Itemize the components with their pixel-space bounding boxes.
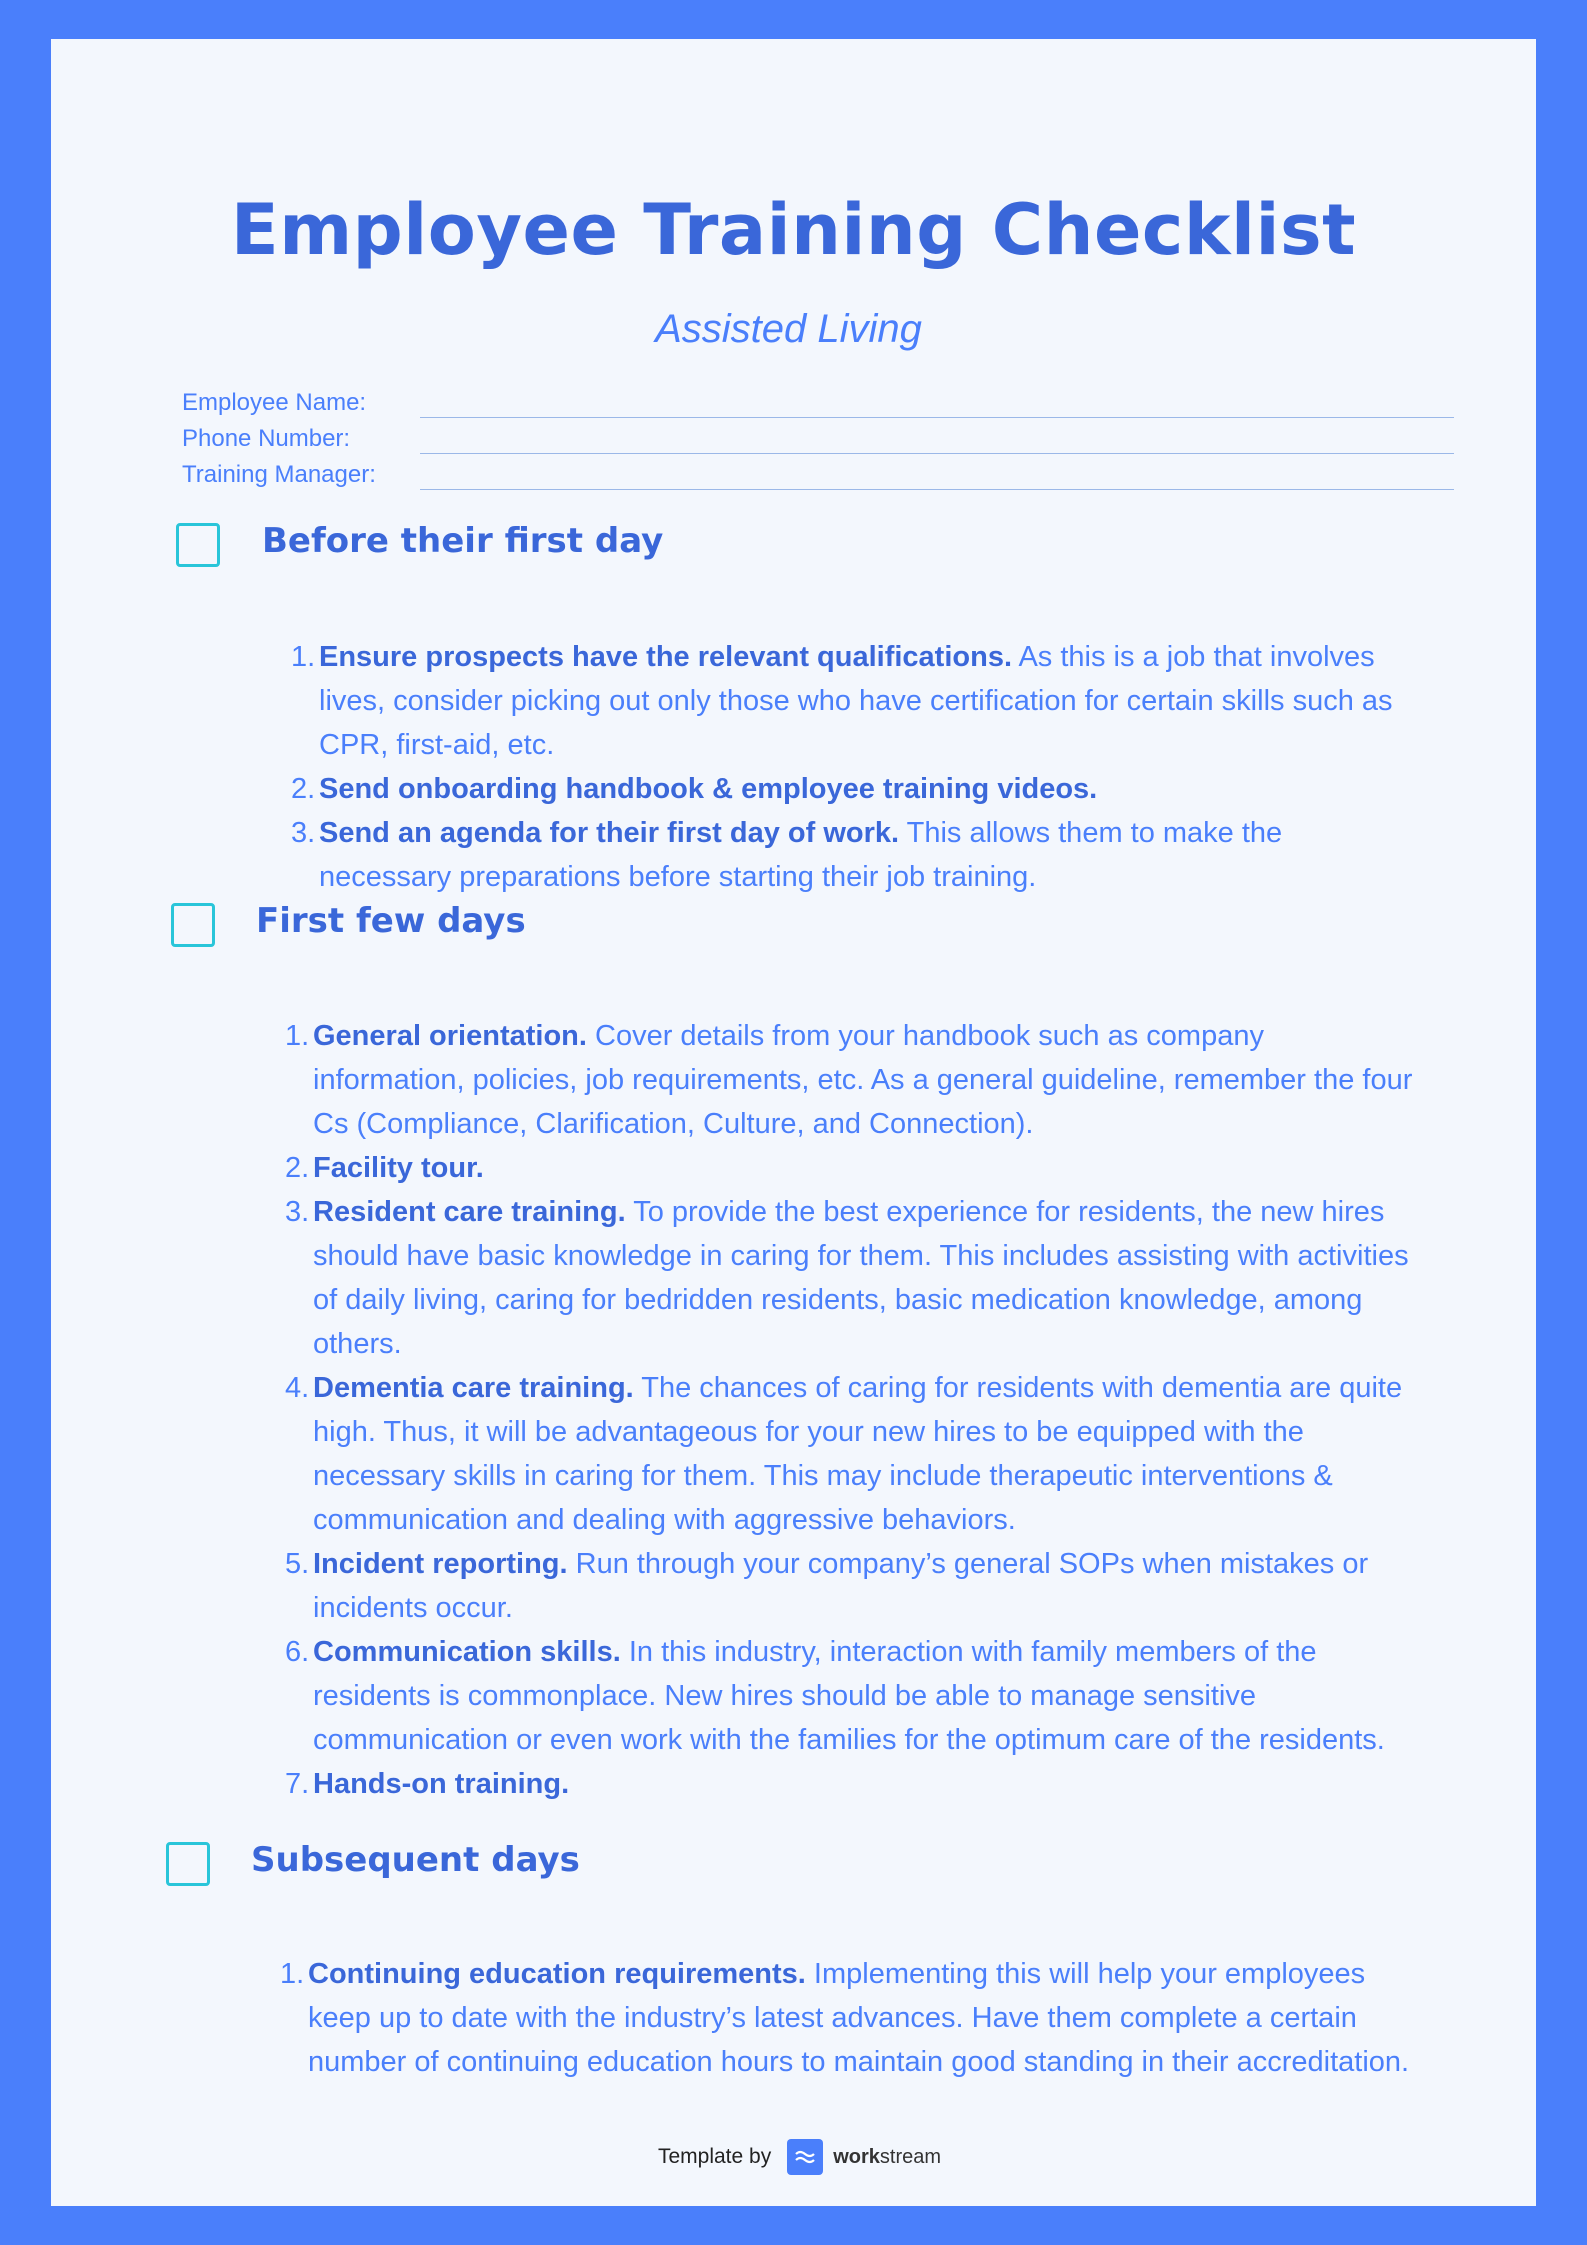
training-manager-field[interactable] (182, 461, 1454, 497)
task-list (291, 635, 1421, 899)
phone-number-field[interactable] (182, 425, 1454, 461)
task-list (285, 1014, 1415, 1806)
section-checkbox[interactable] (171, 903, 215, 947)
list-item: 4. Dementia care training. The chances of caring for residents with dementia are quite high. Thus, it will be advantageous for your new hires to be equipped with the necessary skills in caring for them. This may include therapeutic interventions & communication and dealing with aggressive behaviors. (285, 1372, 1403, 1536)
list-item: 1. Continuing education requirements. Implementing this will help your employees keep up to date with the industry’s latest advances. Have them complete a certain number of continuing education hours to maintain good standing in their accreditation. (280, 1958, 1410, 2078)
field-label: Employee Name: (182, 389, 367, 416)
list-item: 2. Send onboarding handbook & employee training videos. (291, 773, 1098, 805)
info-fields (182, 389, 1454, 497)
page-title: Employee Training Checklist (230, 189, 1357, 271)
footer (57, 2139, 1542, 2175)
list-item: 1. Ensure prospects have the relevant qualifications. As this is a job that involves lives, consider picking out only those who have certification for certain skills such as CPR, first-aid, etc. (291, 641, 1393, 761)
section-heading: Subsequent days (251, 1840, 580, 1880)
task-list (280, 1952, 1410, 2084)
section-checkbox[interactable] (176, 523, 220, 567)
section-heading: Before their first day (262, 521, 664, 561)
section-checkbox[interactable] (166, 1842, 210, 1886)
list-item: 1. General orientation. Cover details from your handbook such as company information, policies, job requirements, etc. As a general guideline, remember the four Cs (Compliance, Clarification, Culture, and Connection). (285, 1020, 1413, 1140)
employee-name-field[interactable] (182, 389, 1454, 425)
list-item: 3. Send an agenda for their first day of work. This allows them to make the necessary preparations before starting their job training. (291, 817, 1283, 893)
field-label: Phone Number: (182, 425, 351, 452)
workstream-logo-icon (787, 2139, 823, 2175)
field-input-line[interactable] (420, 453, 1454, 454)
field-label: Training Manager: (182, 461, 376, 488)
document-page (51, 39, 1536, 2206)
footer-template-by: Template by (657, 2145, 772, 2168)
list-item: 6. Communication skills. In this industry, interaction with family members of the residents is commonplace. New hires should be able to manage sensitive communication or even work with the families for the optimum care of the residents. (285, 1636, 1385, 1756)
list-item: 2. Facility tour. (285, 1152, 484, 1184)
field-input-line[interactable] (420, 489, 1454, 490)
section-heading: First few days (256, 901, 526, 941)
list-item: 7. Hands-on training. (285, 1768, 570, 1800)
brand-name: workstream (833, 2145, 942, 2168)
page-subtitle: Assisted Living (655, 307, 922, 351)
field-input-line[interactable] (420, 417, 1454, 418)
list-item: 5. Incident reporting. Run through your company’s general SOPs when mistakes or incidents occur. (285, 1548, 1369, 1624)
list-item: 3. Resident care training. To provide the best experience for residents, the new hires should have basic knowledge in caring for them. This includes assisting with activities of daily living, caring for bedridden residents, basic medication knowledge, among others. (285, 1196, 1409, 1360)
